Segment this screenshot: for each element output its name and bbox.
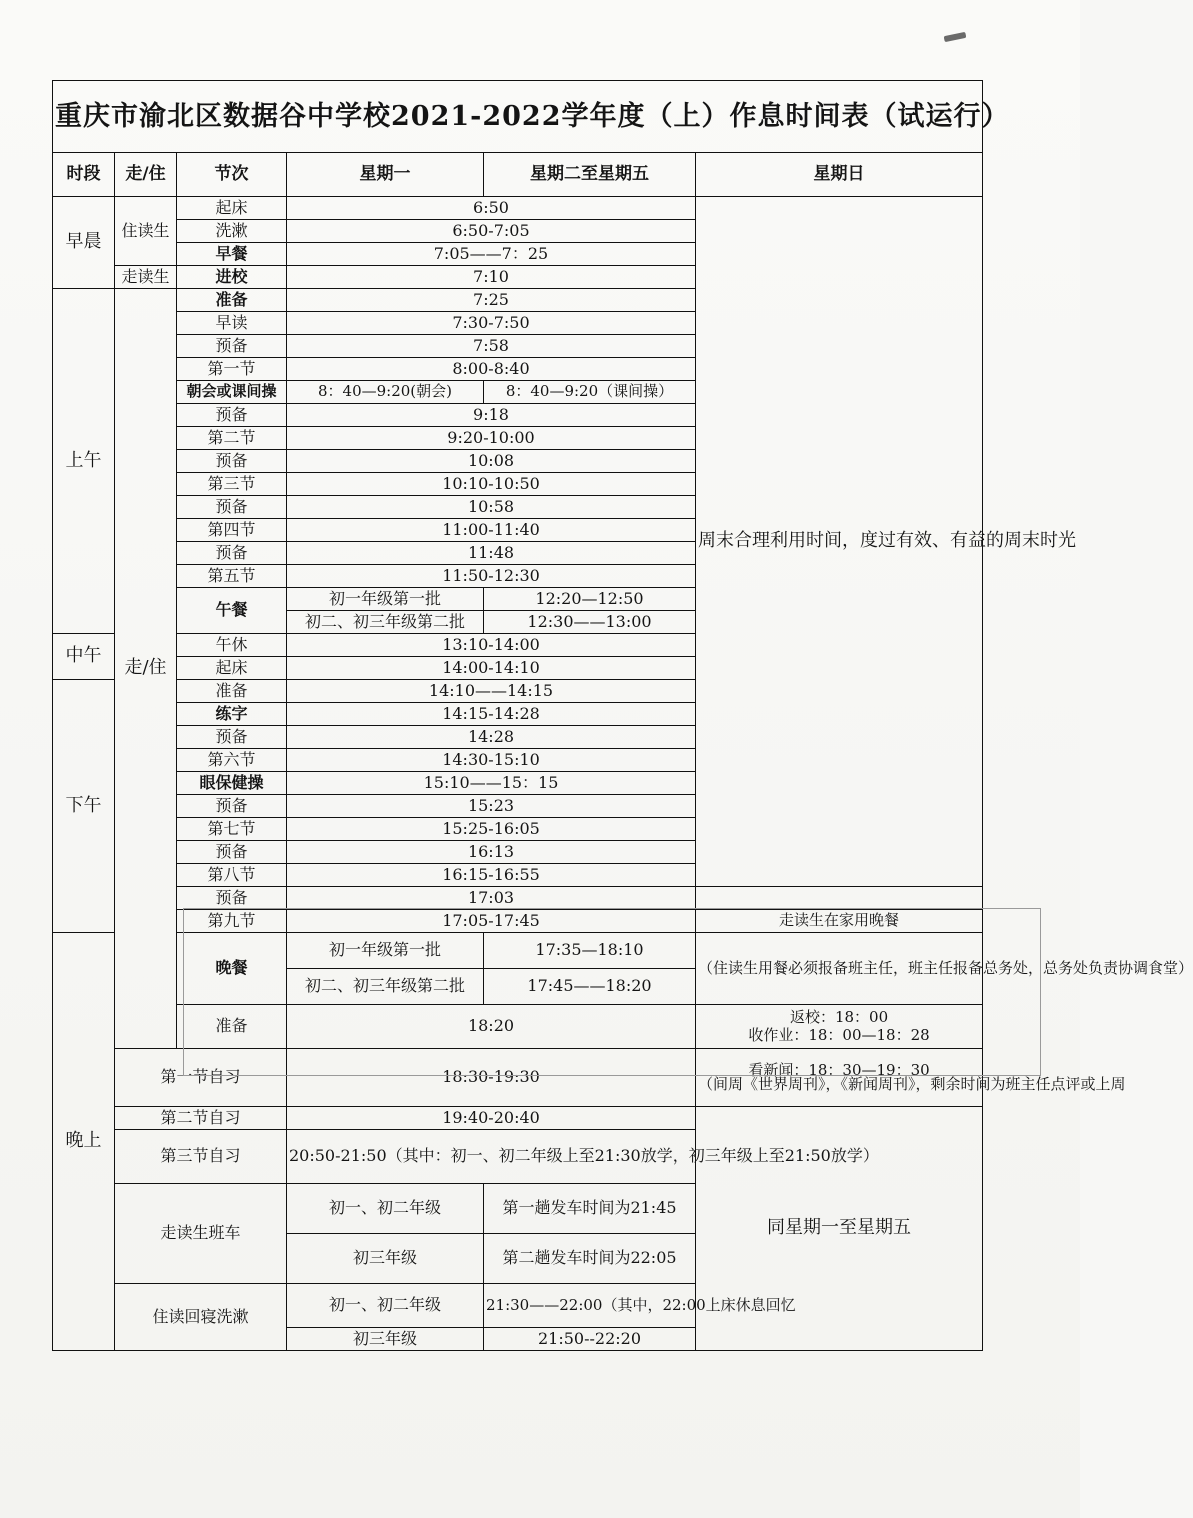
item-label: 预备 [177,542,287,565]
sunday-news-note [696,1049,1126,1107]
period-noon: 中午 [53,634,115,680]
item-label: 第六节 [177,749,287,772]
item-label: 第三节自习 [115,1130,287,1184]
item-label: 第二节自习 [115,1107,287,1130]
item-label: 第七节 [177,818,287,841]
time-cell: 17:45——18:20 [484,969,696,1005]
time-cell: 17:35—18:10 [484,933,696,969]
time-cell: 14:30-15:10 [287,749,696,772]
item-label: 第五节 [177,565,287,588]
header-period: 时段 [53,153,115,197]
period-morning-classes: 上午 [53,289,115,634]
time-cell: 9:20-10:00 [287,427,696,450]
item-label: 第四节 [177,519,287,542]
group-cell: 初二、初三年级第二批 [287,611,484,634]
sunday-blank [696,887,983,910]
sunday-dinner-home: 走读生在家用晚餐 [696,910,983,933]
time-cell: 17:03 [287,887,696,910]
item-label: 第八节 [177,864,287,887]
item-label: 早餐 [177,243,287,266]
item-label: 准备 [177,680,287,703]
type-boarding: 住读生 [115,197,177,266]
header-tue-fri: 星期二至星期五 [484,153,696,197]
item-label: 第一节自习 [115,1049,287,1107]
time-cell: 7:25 [287,289,696,312]
item-label: 眼保健操 [177,772,287,795]
time-cell: 10:10-10:50 [287,473,696,496]
time-cell: 7:58 [287,335,696,358]
time-cell: 第二趟发车时间为22:05 [484,1234,696,1284]
time-cell: 10:58 [287,496,696,519]
item-label: 准备 [177,289,287,312]
item-label: 预备 [177,335,287,358]
header-sunday: 星期日 [696,153,983,197]
item-label: 预备 [177,841,287,864]
time-cell: 21:50--22:20 [484,1328,696,1351]
item-label: 午餐 [177,588,287,634]
item-label: 第九节 [177,910,287,933]
item-label: 朝会或课间操 [177,381,287,404]
item-label: 住读回寝洗漱 [115,1284,287,1351]
time-cell: 15:23 [287,795,696,818]
time-cell: 7:10 [287,266,696,289]
item-label: 预备 [177,795,287,818]
time-cell: 18:30-19:30 [287,1049,696,1107]
item-label: 准备 [177,1005,287,1049]
header-monday: 星期一 [287,153,484,197]
item-label: 预备 [177,726,287,749]
item-label: 预备 [177,450,287,473]
scan-mark [944,32,967,42]
time-cell: 14:00-14:10 [287,657,696,680]
item-label: 午休 [177,634,287,657]
time-cell: 16:13 [287,841,696,864]
time-cell: 14:15-14:28 [287,703,696,726]
time-cell: 15:25-16:05 [287,818,696,841]
item-label: 走读生班车 [115,1184,287,1284]
time-cell: 11:50-12:30 [287,565,696,588]
time-cell: 20:50-21:50（其中：初一、初二年级上至21:30放学，初三年级上至21:50放学） [287,1130,696,1184]
group-cell: 初一、初二年级 [287,1184,484,1234]
period-evening: 晚上 [53,933,115,1351]
time-cell: 6:50 [287,197,696,220]
sunday-homework-time: 收作业：18：00—18：28 [748,1025,930,1044]
time-cell: 15:10——15：15 [287,772,696,795]
time-cell: 9:18 [287,404,696,427]
time-cell: 18:20 [287,1005,696,1049]
item-label: 洗漱 [177,220,287,243]
item-label: 预备 [177,887,287,910]
item-label: 练字 [177,703,287,726]
time-cell: 14:28 [287,726,696,749]
sunday-weekend-note: 周末合理利用时间，度过有效、有益的周末时光 [696,197,983,887]
group-cell: 初二、初三年级第二批 [287,969,484,1005]
time-cell: 14:10——14:15 [287,680,696,703]
item-label: 第二节 [177,427,287,450]
sunday-news-time: 看新闻：18：30—19：30 [748,1060,930,1079]
sunday-same-note: 同星期一至星期五 [696,1107,983,1351]
header-type: 走/住 [115,153,177,197]
time-cell: 12:30——13:00 [484,611,696,634]
type-both: 走/住 [115,289,177,1049]
period-afternoon: 下午 [53,680,115,933]
period-morning: 早晨 [53,197,115,289]
group-cell: 初三年级 [287,1234,484,1284]
group-cell: 初三年级 [287,1328,484,1351]
time-cell: 17:05-17:45 [287,910,696,933]
time-cell: 16:15-16:55 [287,864,696,887]
time-cell: 13:10-14:00 [287,634,696,657]
time-cell-tue-fri: 8：40—9:20（课间操） [484,381,696,404]
sunday-news-detail: （间周《世界周刊》，《新闻周刊》，剩余时间为班主任点评或上周 [698,1074,1126,1093]
type-day: 走读生 [115,266,177,289]
sunday-return-time: 返校：18：00 [789,1008,889,1027]
time-cell-monday: 8：40—9:20(朝会) [287,381,484,404]
time-cell: 6:50-7:05 [287,220,696,243]
time-cell: 12:20—12:50 [484,588,696,611]
item-label: 起床 [177,197,287,220]
time-cell: 11:48 [287,542,696,565]
time-cell: 7:05——7：25 [287,243,696,266]
time-cell: 19:40-20:40 [287,1107,696,1130]
time-cell: 第一趟发车时间为21:45 [484,1184,696,1234]
group-cell: 初一年级第一批 [287,588,484,611]
group-cell: 初一年级第一批 [287,933,484,969]
sunday-return-note [696,1005,983,1049]
time-cell: 11:00-11:40 [287,519,696,542]
time-cell: 10:08 [287,450,696,473]
item-label: 第一节 [177,358,287,381]
schedule-table [52,80,1193,1351]
item-label: 预备 [177,496,287,519]
page-title: 重庆市渝北区数据谷中学校2021-2022学年度（上）作息时间表（试运行） [53,81,983,153]
group-cell: 初一、初二年级 [287,1284,484,1328]
time-cell: 7:30-7:50 [287,312,696,335]
header-item: 节次 [177,153,287,197]
item-label: 预备 [177,404,287,427]
item-label: 晚餐 [177,933,287,1005]
sunday-dinner-note: （住读生用餐必须报备班主任，班主任报备总务处，总务处负责协调食堂） [696,933,983,1005]
item-label: 早读 [177,312,287,335]
time-cell: 21:30——22:00（其中，22:00上床休息回忆 [484,1284,696,1328]
item-label: 第三节 [177,473,287,496]
item-label: 进校 [177,266,287,289]
time-cell: 8:00-8:40 [287,358,696,381]
item-label: 起床 [177,657,287,680]
